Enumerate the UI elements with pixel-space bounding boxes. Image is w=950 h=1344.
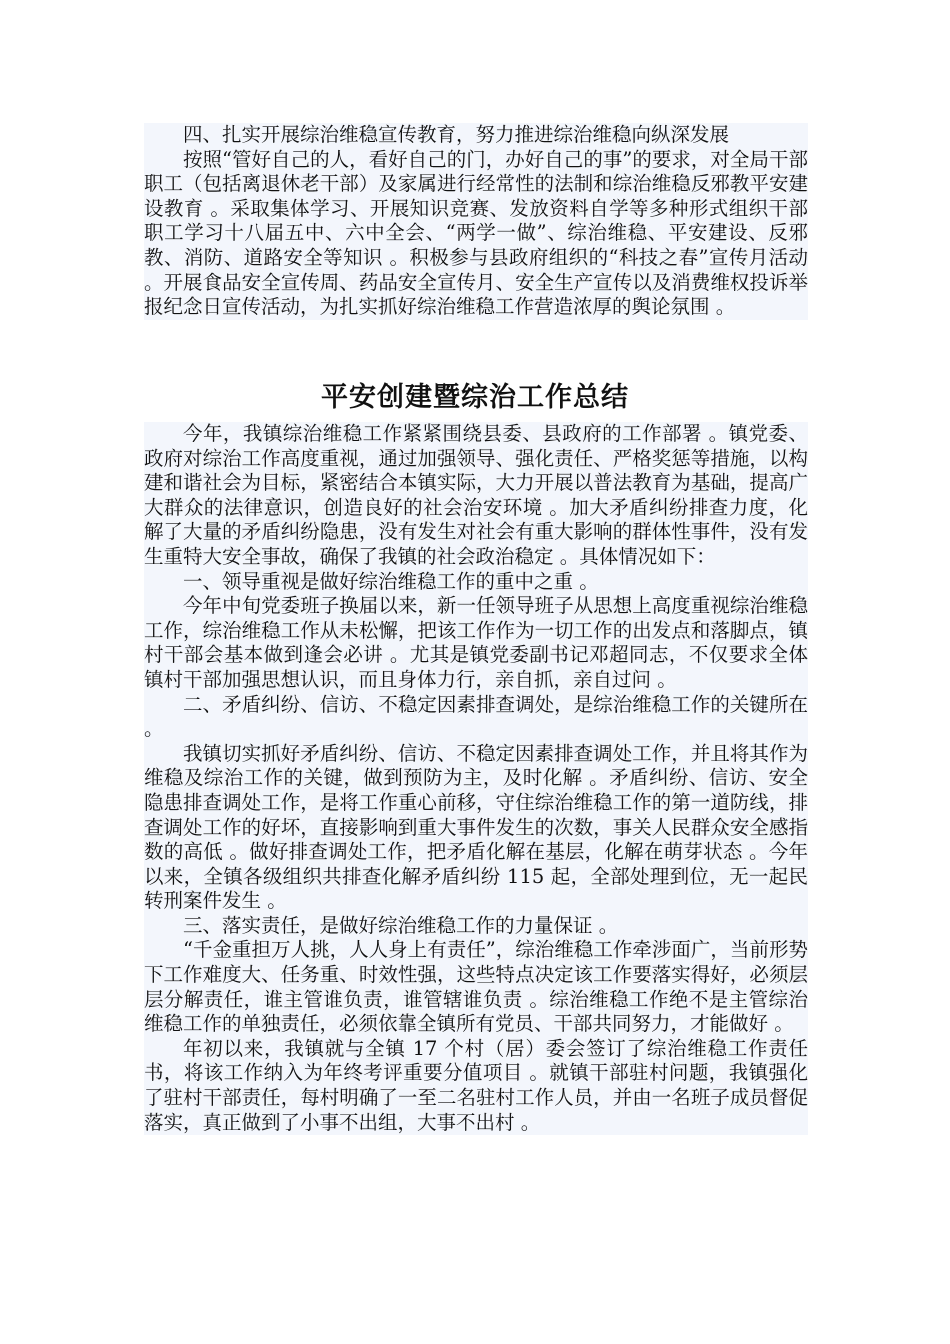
paragraph: 年初以来，我镇就与全镇 17 个村（居）委会签订了综治维稳工作责任书，将该工作纳入为年终考评重要分值项目 。就镇干部驻村问题，我镇强化了驻村干部责任，每村明确了一至二名驻村工作人员，并由一名班子成员督促落实，真正做到了小事不出组，大事不出村 。 [144,1036,808,1134]
section-heading: 一、领导重视是做好综治维稳工作的重中之重 。 [183,569,599,593]
document-body [144,422,808,1135]
section-heading: 二、矛盾纠纷、信访、不稳定因素排查调处，是综治维稳工作的关键所在 。 [144,692,808,741]
paragraph: 今年，我镇综治维稳工作紧紧围绕县委、县政府的工作部署 。镇党委、政府对综治工作高度重视，通过加强领导、强化责任、严格奖惩等措施，以构建和谐社会为目标，紧密结合本镇实际，大力开展以普法教育为基础，提高广大群众的法律意识，创造良好的社会治安环境 。加大矛盾纠纷排查力度，化解了大量的矛盾纠纷隐患，没有发生对社会有重大影响的群体性事件，没有发生重特大安全事故，确保了我镇的社会政治稳定 。具体情况如下： [144,422,808,568]
previous-section-text [144,123,808,320]
paragraph: 按照“管好自己的人，看好自己的门，办好自己的事”的要求，对全局干部职工（包括离退休老干部）及家属进行经常性的法制和综治维稳反邪教平安建设教育 。采取集体学习、开展知识竞赛、发放资料自学等多种形式组织干部职工学习十八届五中、六中全会、“两学一做”、综治维稳、平安建设、反邪教、消防、道路安全等知识 。积极参与县政府组织的“科技之春”宣传月活动 。开展食品安全宣传周、药品安全宣传月、安全生产宣传以及消费维权投诉举报纪念日宣传活动，为扎实抓好综治维稳工作营造浓厚的舆论氛围 。 [144,147,808,319]
paragraph: 今年中旬党委班子换届以来，新一任领导班子从思想上高度重视综治维稳工作，综治维稳工作从未松懈，把该工作作为一切工作的出发点和落脚点，镇村干部会基本做到逢会必讲 。尤其是镇党委副书记邓超同志，不仅要求全体镇村干部加强思想认识，而且身体力行，亲自抓，亲自过问 。 [144,594,808,691]
paragraph: “千金重担万人挑，人人身上有责任”，综治维稳工作牵涉面广，当前形势下工作难度大、任务重、时效性强，这些特点决定该工作要落实得好，必须层层分解责任，谁主管谁负责，谁管辖谁负责 。综治维稳工作绝不是主管综治维稳工作的单独责任，必须依靠全镇所有党员、干部共同努力，才能做好 。 [144,938,808,1036]
document-title: 平安创建暨综治工作总结 [321,382,629,413]
section-heading: 四、扎实开展综治维稳宣传教育，努力推进综治维稳向纵深发展 [183,123,730,146]
section-heading: 三、落实责任，是做好综治维稳工作的力量保证 。 [183,913,619,937]
paragraph: 我镇切实抓好矛盾纠纷、信访、不稳定因素排查调处工作，并且将其作为维稳及综治工作的关键，做到预防为主，及时化解 。矛盾纠纷、信访、安全隐患排查调处工作，是将工作重心前移，守住综治维稳工作的第一道防线，排查调处工作的好坏，直接影响到重大事件发生的次数，事关人民群众安全感指数的高低 。做好排查调处工作，把矛盾化解在基层，化解在萌芽状态 。今年以来，全镇各级组织共排查化解矛盾纠纷 115 起，全部处理到位，无一起民转刑案件发生 。 [144,741,808,913]
